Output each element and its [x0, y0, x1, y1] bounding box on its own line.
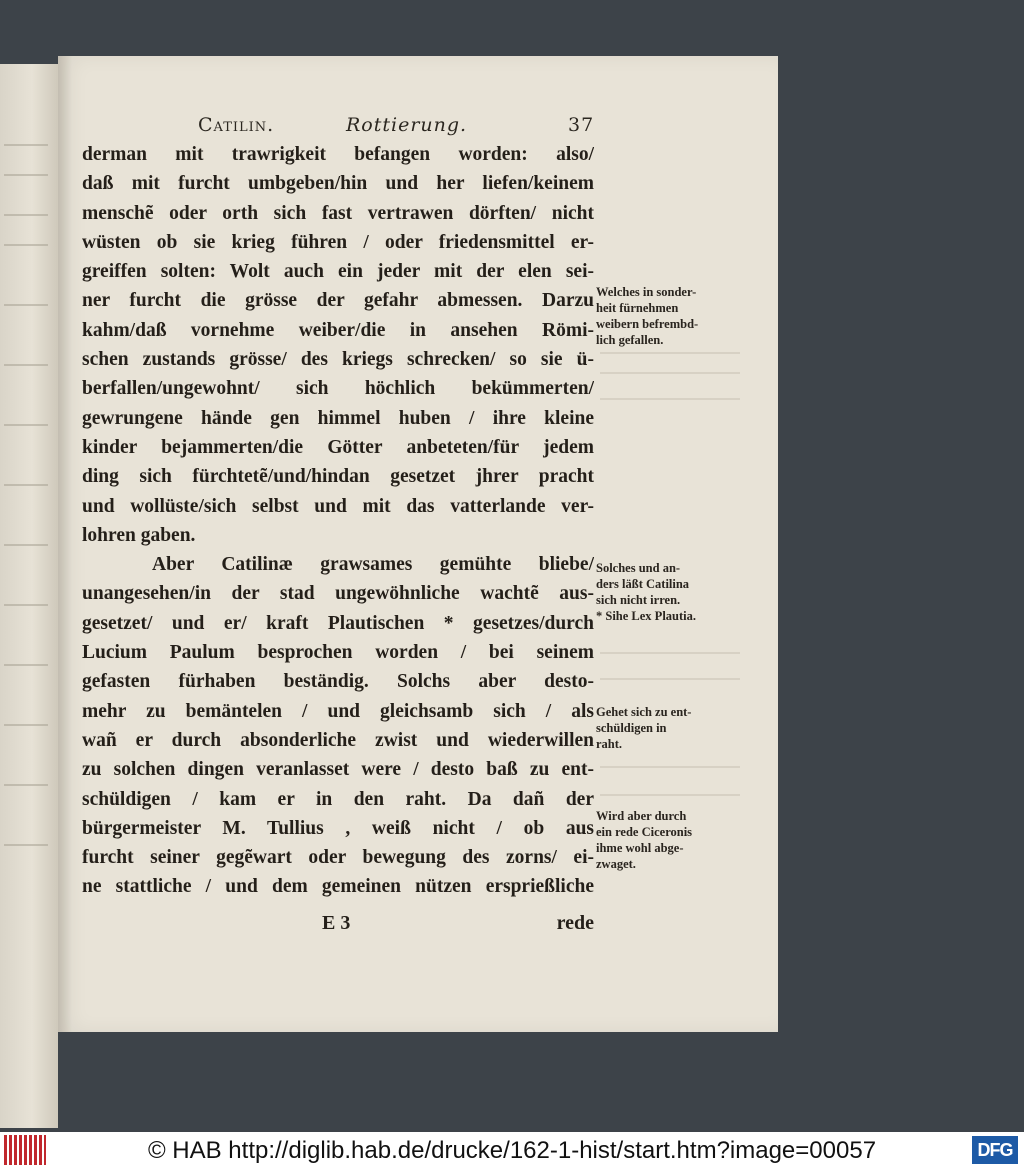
margin-note-line: Solches und an- — [596, 561, 681, 575]
text-line: Lucium Paulum besprochen worden / bei seinem — [82, 642, 594, 664]
margin-note-line: weibern befrembd- — [596, 317, 699, 331]
section-title: Rottierung. — [346, 114, 468, 136]
facing-page-edge — [0, 64, 58, 1128]
text-line: schüldigen / kam er in den raht. Da dañ der — [82, 788, 594, 810]
margin-note-line: lich gefallen. — [596, 333, 664, 347]
margin-note — [596, 284, 746, 348]
text-line: gewrungene hände gen himmel huben / ihre kleine — [82, 407, 594, 429]
text-line: gefasten fürhaben beständig. Solchs aber desto- — [82, 671, 594, 693]
text-line: schen zustands grösse/ des kriegs schrecken/ so sie ü- — [82, 349, 594, 371]
margin-note-line: * Sihe Lex Plautia. — [596, 609, 697, 623]
text-line: und wollüste/sich selbst und mit das vatterlande ver- — [82, 495, 594, 517]
text-line: derman mit trawrigkeit befangen worden: also/ — [82, 144, 594, 165]
text-line: furcht seiner gegẽwart oder bewegung des zorns/ ei- — [82, 847, 594, 869]
running-title: Catilin. — [198, 114, 275, 136]
margin-note-line: ihme wohl abge- — [596, 841, 684, 855]
dfg-logo: DFG — [972, 1136, 1018, 1164]
margin-note-line: Welches in sonder- — [596, 285, 697, 299]
main-text-block — [82, 140, 594, 902]
text-line: kahm/daß vornehme weiber/die in ansehen Römi- — [82, 319, 594, 341]
margin-note — [596, 808, 746, 872]
text-line: lohren gaben. — [82, 524, 196, 546]
credit-link[interactable]: © HAB http://diglib.hab.de/drucke/162-1-hist/start.htm?image=00057 — [147, 1137, 877, 1164]
page-footer — [82, 912, 594, 942]
margin-note-line: schüldigen in — [596, 721, 667, 735]
signature-mark: E 3 — [322, 912, 351, 934]
text-line: wüsten ob sie krieg führen / oder friedensmittel er- — [82, 231, 594, 253]
text-line: unangesehen/in der stad ungewöhnliche wachtẽ aus- — [82, 583, 594, 605]
margin-note-line: heit fürnehmen — [596, 301, 679, 315]
text-line: greiffen solten: Wolt auch ein jeder mit der elen sei- — [82, 261, 594, 283]
text-line: zu solchen dingen veranlasset were / desto baß zu ent- — [82, 759, 594, 781]
margin-note-line: ein rede Ciceronis — [596, 825, 693, 839]
margin-note-line: sich nicht irren. — [596, 593, 681, 607]
text-line: bürgermeister M. Tullius , weiß nicht / ob aus — [82, 817, 594, 839]
margin-note-line: zwaget. — [596, 857, 636, 871]
text-line: ding sich fürchtetẽ/und/hindan gesetzet jhrer pracht — [82, 466, 594, 488]
gutter-shadow — [58, 56, 72, 1032]
margin-note-line: Gehet sich zu ent- — [596, 705, 692, 719]
margin-note-line: raht. — [596, 737, 623, 751]
text-line: ne stattliche / und dem gemeinen nützen ersprießliche — [82, 876, 594, 898]
text-line: wañ er durch absonderliche zwist und wiederwillen — [82, 729, 594, 751]
margin-note — [596, 560, 746, 624]
text-line: gesetzet/ und er/ kraft Plautischen * gesetzes/durch — [82, 612, 594, 634]
text-line: kinder bejammerten/die Götter anbeteten/für jedem — [82, 436, 594, 458]
text-line: Aber Catilinæ grawsames gemühte bliebe/ — [152, 554, 594, 576]
text-line: ner furcht die grösse der gefahr abmessen. Darzu — [82, 290, 594, 312]
margin-note-line: ders läßt Catilina — [596, 577, 690, 591]
text-line: menschẽ oder orth sich fast vertrawen dörften/ nicht — [82, 202, 594, 224]
margin-note — [596, 704, 746, 752]
text-line: mehr zu bemäntelen / und gleichsamb sich / als — [82, 700, 594, 722]
running-header — [198, 114, 598, 138]
status-bar — [0, 1132, 1024, 1168]
catchword: rede — [556, 912, 594, 934]
margin-note-line: Wird aber durch — [596, 809, 687, 823]
page-number: 37 — [568, 114, 595, 136]
text-line: daß mit furcht umbgeben/hin und her liefen/keinem — [82, 173, 594, 195]
text-line: berfallen/ungewohnt/ sich höchlich bekümmerten/ — [82, 378, 594, 400]
